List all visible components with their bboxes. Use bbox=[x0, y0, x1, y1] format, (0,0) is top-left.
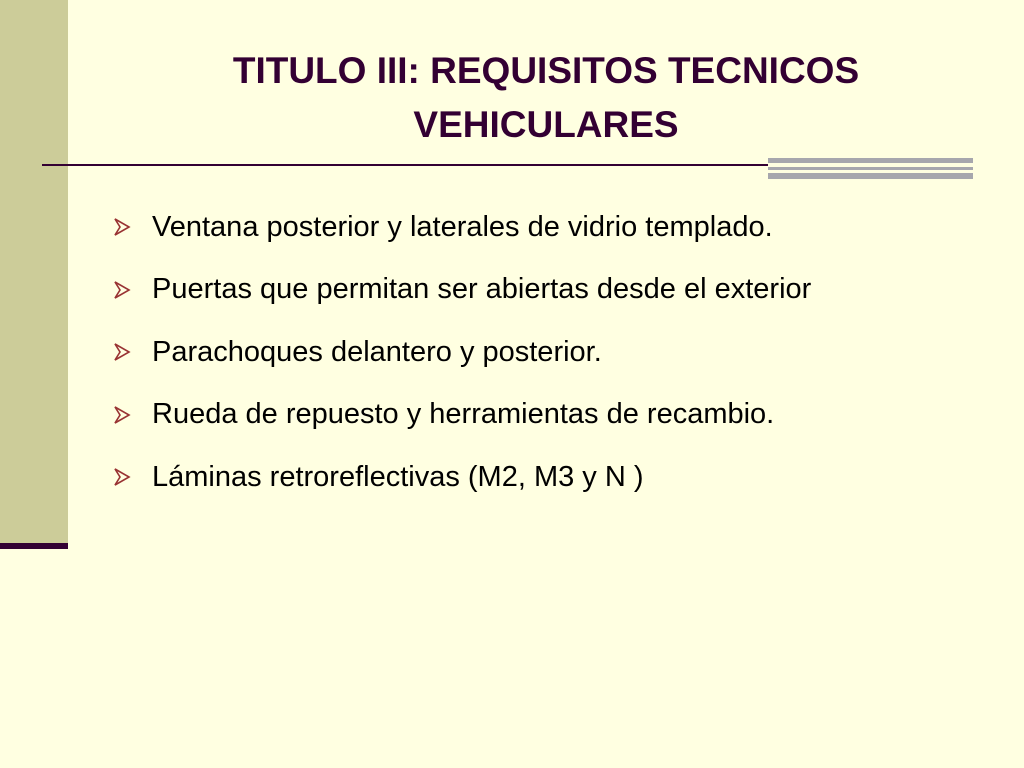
bullet-item bbox=[112, 446, 811, 509]
arrow-bullet-icon bbox=[112, 342, 152, 362]
side-bar bbox=[0, 0, 68, 546]
arrow-bullet-icon bbox=[112, 405, 152, 425]
bullet-text: Ventana posterior y laterales de vidrio templado. bbox=[152, 210, 773, 243]
bullet-text: Puertas que permitan ser abiertas desde el exterior bbox=[152, 273, 812, 306]
arrow-bullet-icon bbox=[112, 280, 152, 300]
arrow-bullet-icon bbox=[112, 217, 152, 237]
bullet-item bbox=[112, 384, 811, 447]
side-bar-accent bbox=[0, 543, 68, 549]
arrow-bullet-icon bbox=[112, 467, 152, 487]
bullet-item bbox=[112, 321, 811, 384]
title-divider-accent bbox=[768, 158, 973, 179]
bullet-list bbox=[112, 196, 811, 509]
title-line-1: TITULO III: REQUISITOS TECNICOS bbox=[232, 50, 860, 91]
title-divider bbox=[42, 164, 768, 166]
bullet-item bbox=[112, 259, 811, 322]
bullet-item bbox=[112, 196, 811, 259]
slide-title bbox=[68, 44, 1024, 152]
bullet-text: Rueda de repuesto y herramientas de recambio. bbox=[152, 398, 775, 431]
bullet-text: Parachoques delantero y posterior. bbox=[152, 335, 602, 368]
bullet-text: Láminas retroreflectivas (M2, M3 y N ) bbox=[152, 460, 644, 493]
title-line-2: VEHICULARES bbox=[413, 104, 679, 145]
